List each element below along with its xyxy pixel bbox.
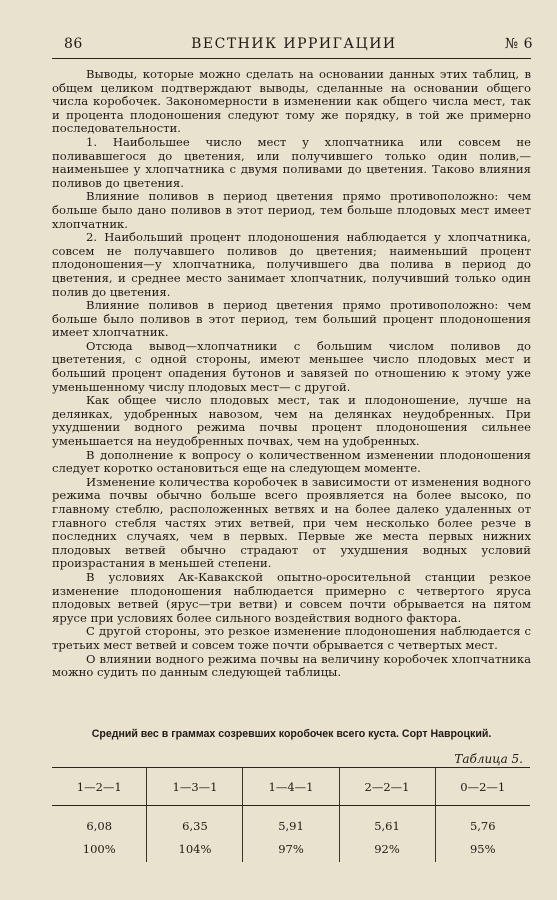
table-cell: 5,61: [339, 806, 435, 837]
paragraph: 2. Наибольший процент плодоношения наблюдается у хлопчатника, совсем не получавшего поливов до цветения; наименьший процент плодоношения—у хлопчатника, получившего два полива в период до цветения, и среднее место занимает хлопчатник, получивший только один полив до цветения.: [52, 230, 531, 299]
column-header: 0—2—1: [435, 768, 530, 806]
table-cell: 92%: [339, 836, 435, 862]
column-header: 1—4—1: [243, 768, 339, 806]
journal-title: ВЕСТНИК ИРРИГАЦИИ: [191, 36, 397, 52]
paragraph: Влияние поливов в период цветения прямо противоположно: чем больше было дано поливов в этот период, тем больше плодовых мест имеет хлопчатник.: [52, 189, 531, 231]
table-cell: 100%: [82, 842, 116, 856]
table-cell: 6,35: [147, 806, 243, 837]
table-label: Таблица 5.: [454, 752, 523, 766]
column-header: 2—2—1: [339, 768, 435, 806]
table-header-row: [52, 768, 530, 806]
paragraph: В дополнение к вопросу о количественном изменении плодоношения следует коротко остановиться еще на следующем моменте.: [52, 447, 531, 476]
paragraph: 1. Наибольшее число мест у хлопчатника или совсем не поливавшегося до цветения, или получившего только один полив,—наименьшее у хлопчатника с двумя поливами до цветения. Таково влияния поливов до цветения.: [52, 134, 531, 190]
paragraph: Выводы, которые можно сделать на основании данных этих таблиц, в общем целиком подтверждают выводы, сделанные на основании общего числа коробочек. Закономерности в изменении как общего числа мест, так и процента плодоношения следуют тому же порядку, в той же примерно последовательности.: [52, 67, 531, 136]
paragraph: Изменение количества коробочек в зависимости от изменения водного режима почвы обычно больше всего проявляется на более высоко, по главному стеблю, расположенных ветвях и на более далеко удаленных от главного стебля частях этих ветвей, при чем несколько более резче в последних случаях, чем в первых. Первые же места первых нижних плодовых ветвей обычно страдают от ухудшения водных условий произрастания в меньшей степени.: [52, 474, 531, 571]
paragraph: Как общее число плодовых мест, так и плодоношение, лучше на делянках, удобренных навозом, чем на делянках неудобренных. При ухудшении водного режима почвы процент плодоношения сильнее уменьшается на неудобренных почвах, чем на удобренных.: [52, 393, 531, 449]
issue-number: № 6: [504, 36, 533, 52]
running-head: [64, 36, 533, 52]
table-row: [52, 806, 530, 837]
paragraph: С другой стороны, это резкое изменение плодоношения наблюдается с третьих мест ветвей и совсем тоже почти обрывается с четвертых мест.: [52, 624, 531, 652]
paragraph: Влияние поливов в период цветения прямо противоположно: чем больше было поливов в этот период, тем больший процент плодоношения имеет хлопчатник.: [52, 298, 531, 340]
table-cell: 6,08: [86, 819, 113, 833]
column-header: 1—2—1: [52, 768, 147, 806]
body-text: [52, 68, 531, 680]
table-caption: Средний вес в граммах созревших коробочек всего куста. Сорт Навроцкий.: [91, 728, 492, 740]
paragraph: О влиянии водного режима почвы на величину коробочек хлопчатника можно судить по данным следующей таблицы.: [52, 651, 531, 680]
table-cell: 5,76: [435, 806, 530, 837]
paragraph: Отсюда вывод—хлопчатники с большим числом поливов до цвететения, с одной стороны, имеют меньшее число плодовых мест и больший процент опадения бутонов и завязей по отношению к этому уже уменьшенному числу плодовых мест— с другой.: [52, 338, 531, 394]
paragraph: В условиях Ак-Кавакской опытно-оросительной станции резкое изменение плодоношения наблюдается примерно с четвертого яруса плодовых ветвей (ярус—три ветви) и совсем почти обрывается на пятом ярусе при условиях более сильного воздействия водного фактора.: [52, 569, 531, 625]
table-row: [52, 836, 530, 862]
column-header: 1—3—1: [147, 768, 243, 806]
page-number: 86: [64, 36, 83, 52]
data-table: [52, 767, 530, 862]
table-cell: 104%: [147, 836, 243, 862]
table-cell: 5,91: [243, 806, 339, 837]
table-cell: 97%: [243, 836, 339, 862]
table-cell: 95%: [435, 836, 530, 862]
header-rule: [52, 58, 531, 59]
